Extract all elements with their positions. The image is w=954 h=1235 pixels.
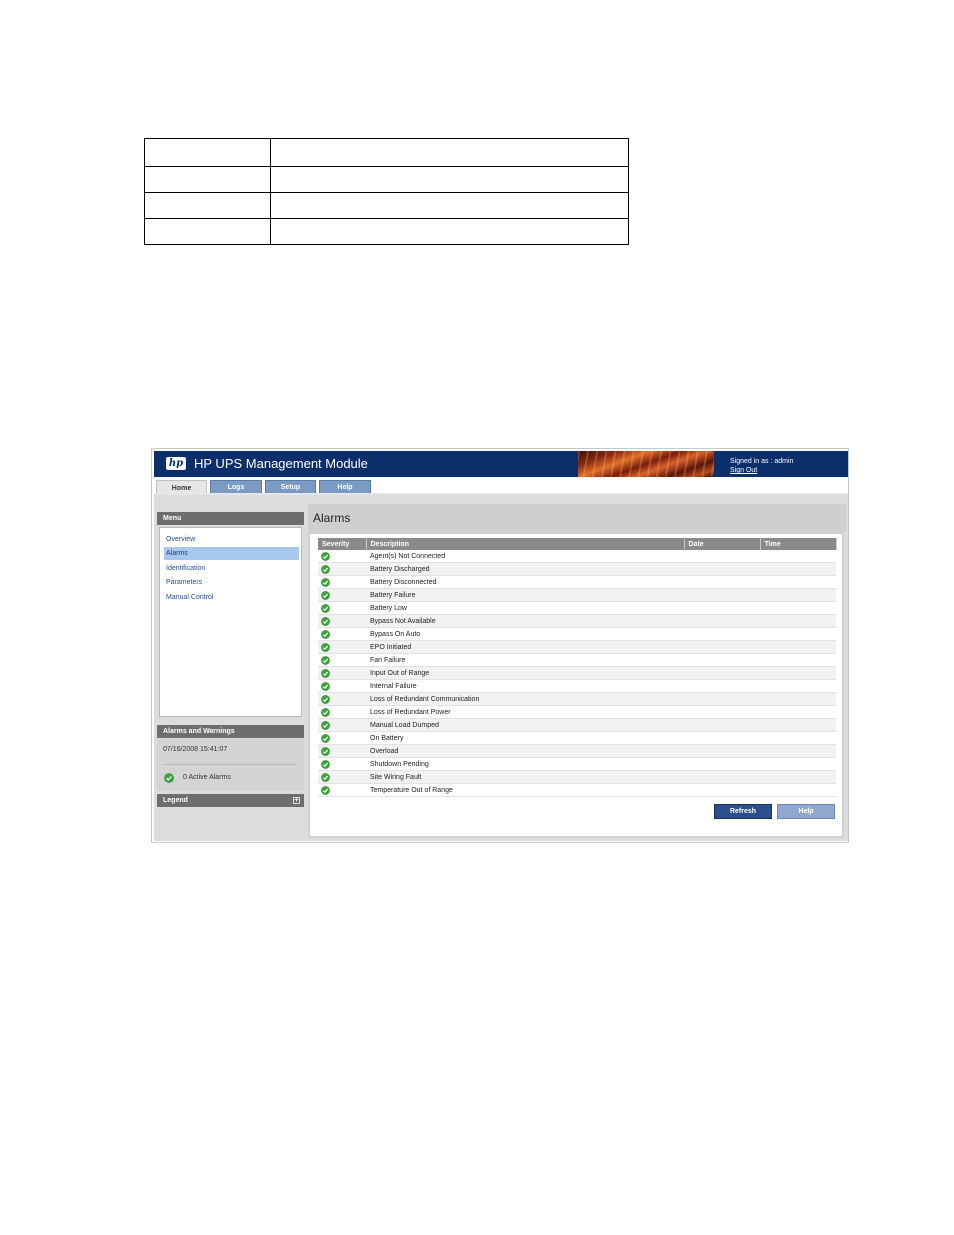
date-cell <box>684 758 760 771</box>
table-cell <box>271 139 629 167</box>
date-cell <box>684 680 760 693</box>
hp-logo <box>166 457 186 470</box>
severity-cell <box>318 576 366 589</box>
column-header-severity[interactable]: Severity <box>318 538 366 550</box>
table-cell <box>271 219 629 245</box>
ok-check-icon <box>321 630 330 639</box>
severity-cell <box>318 784 366 797</box>
ok-check-icon <box>321 747 330 756</box>
severity-cell <box>318 693 366 706</box>
severity-cell <box>318 667 366 680</box>
description-cell: Input Out of Range <box>366 667 684 680</box>
time-cell <box>760 784 836 797</box>
time-cell <box>760 745 836 758</box>
time-cell <box>760 758 836 771</box>
date-cell <box>684 719 760 732</box>
time-cell <box>760 615 836 628</box>
ok-check-icon <box>164 773 174 783</box>
table-row <box>145 219 629 245</box>
date-cell <box>684 602 760 615</box>
alarms-warnings-header: Alarms and Warnings <box>157 725 304 738</box>
description-cell: Internal Failure <box>366 680 684 693</box>
description-cell: Battery Disconnected <box>366 576 684 589</box>
description-cell: Loss of Redundant Power <box>366 706 684 719</box>
refresh-button[interactable]: Refresh <box>714 804 772 819</box>
hp-logo-text: hp <box>168 457 184 469</box>
table-row <box>318 589 836 602</box>
table-row <box>318 550 836 563</box>
app-title: HP UPS Management Module <box>194 456 368 471</box>
ok-check-icon <box>321 773 330 782</box>
date-cell <box>684 784 760 797</box>
date-cell <box>684 628 760 641</box>
date-cell <box>684 771 760 784</box>
severity-cell <box>318 732 366 745</box>
table-header-row <box>318 538 836 550</box>
date-cell <box>684 589 760 602</box>
time-cell <box>760 771 836 784</box>
menu-item-manual-control[interactable]: Manual Control <box>166 594 214 601</box>
column-header-description[interactable]: Description <box>366 538 684 550</box>
date-cell <box>684 693 760 706</box>
ok-check-icon <box>321 591 330 600</box>
date-cell <box>684 563 760 576</box>
time-cell <box>760 654 836 667</box>
severity-cell <box>318 641 366 654</box>
severity-cell <box>318 680 366 693</box>
severity-cell <box>318 563 366 576</box>
table-cell <box>145 219 271 245</box>
description-cell: Battery Failure <box>366 589 684 602</box>
description-cell: Temperature Out of Range <box>366 784 684 797</box>
date-cell <box>684 706 760 719</box>
date-cell <box>684 641 760 654</box>
ok-check-icon <box>321 786 330 795</box>
ok-check-icon <box>321 760 330 769</box>
ok-check-icon <box>321 565 330 574</box>
description-cell: Bypass Not Available <box>366 615 684 628</box>
time-cell <box>760 706 836 719</box>
table-row <box>318 680 836 693</box>
empty-document-table <box>144 138 629 245</box>
table-cell <box>271 193 629 219</box>
date-cell <box>684 654 760 667</box>
column-header-time[interactable]: Time <box>760 538 836 550</box>
time-cell <box>760 641 836 654</box>
time-cell <box>760 732 836 745</box>
menu-item-identification[interactable]: Identification <box>166 565 206 572</box>
table-row <box>318 563 836 576</box>
time-cell <box>760 680 836 693</box>
alarms-table <box>318 538 837 797</box>
ok-check-icon <box>321 708 330 717</box>
ok-check-icon <box>321 617 330 626</box>
description-cell: Manual Load Dumped <box>366 719 684 732</box>
column-header-date[interactable]: Date <box>684 538 760 550</box>
legend-header[interactable] <box>157 794 304 807</box>
main-title-bar <box>308 504 846 532</box>
table-row <box>318 628 836 641</box>
severity-cell <box>318 654 366 667</box>
severity-cell <box>318 550 366 563</box>
severity-cell <box>318 589 366 602</box>
table-row <box>318 693 836 706</box>
date-cell <box>684 550 760 563</box>
time-cell <box>760 628 836 641</box>
severity-cell <box>318 628 366 641</box>
table-row <box>318 667 836 680</box>
table-row <box>318 745 836 758</box>
table-row <box>318 706 836 719</box>
time-cell <box>760 667 836 680</box>
description-cell: Battery Low <box>366 602 684 615</box>
severity-cell <box>318 615 366 628</box>
table-row <box>318 771 836 784</box>
ok-check-icon <box>321 669 330 678</box>
table-row <box>318 602 836 615</box>
user-info <box>730 457 793 475</box>
table-cell <box>271 167 629 193</box>
severity-cell <box>318 706 366 719</box>
time-cell <box>760 693 836 706</box>
time-cell <box>760 589 836 602</box>
description-cell: EPO Initiated <box>366 641 684 654</box>
date-cell <box>684 732 760 745</box>
table-row <box>145 139 629 167</box>
active-alarms-count: 0 Active Alarms <box>183 774 231 781</box>
severity-cell <box>318 771 366 784</box>
table-cell <box>145 193 271 219</box>
table-row <box>145 167 629 193</box>
page-title: Alarms <box>313 511 351 525</box>
alarms-timestamp: 07/16/2008 15:41:07 <box>163 746 228 753</box>
description-cell: Battery Discharged <box>366 563 684 576</box>
menu-list <box>159 527 302 717</box>
date-cell <box>684 667 760 680</box>
time-cell <box>760 602 836 615</box>
table-row <box>318 576 836 589</box>
menu-item-overview[interactable]: Overview <box>166 536 196 543</box>
help-button[interactable]: Help <box>777 804 835 819</box>
table-cell <box>145 167 271 193</box>
time-cell <box>760 719 836 732</box>
severity-cell <box>318 602 366 615</box>
date-cell <box>684 615 760 628</box>
ups-management-screenshot <box>151 448 849 843</box>
tab-home[interactable]: Home <box>156 480 207 496</box>
alarms-warnings-panel <box>157 739 304 791</box>
ok-check-icon <box>321 682 330 691</box>
menu-item-parameters[interactable]: Parameters <box>166 579 203 586</box>
ok-check-icon <box>321 604 330 613</box>
table-row <box>318 758 836 771</box>
date-cell <box>684 576 760 589</box>
ok-check-icon <box>321 656 330 665</box>
description-cell: Loss of Redundant Communication <box>366 693 684 706</box>
description-cell: Overload <box>366 745 684 758</box>
signed-in-label: Signed in as : admin <box>730 458 794 465</box>
table-row <box>318 732 836 745</box>
severity-cell <box>318 758 366 771</box>
table-row <box>318 784 836 797</box>
time-cell <box>760 563 836 576</box>
tab-help[interactable]: Help <box>319 480 371 493</box>
table-row <box>318 641 836 654</box>
date-cell <box>684 745 760 758</box>
ok-check-icon <box>321 643 330 652</box>
ok-check-icon <box>321 695 330 704</box>
sign-out-link[interactable]: Sign Out <box>730 467 758 474</box>
tab-logs[interactable]: Logs <box>210 480 262 493</box>
ok-check-icon <box>321 734 330 743</box>
description-cell: On Battery <box>366 732 684 745</box>
ok-check-icon <box>321 552 330 561</box>
table-row <box>145 193 629 219</box>
header-banner-image <box>578 451 714 477</box>
menu-header: Menu <box>157 512 304 525</box>
description-cell: Agent(s) Not Connected <box>366 550 684 563</box>
expand-icon[interactable]: + <box>294 797 299 804</box>
severity-cell <box>318 745 366 758</box>
ok-check-icon <box>321 578 330 587</box>
description-cell: Shutdown Pending <box>366 758 684 771</box>
app-header <box>154 451 848 477</box>
time-cell <box>760 550 836 563</box>
table-cell <box>145 139 271 167</box>
ok-check-icon <box>321 721 330 730</box>
time-cell <box>760 576 836 589</box>
alarms-table-body <box>318 550 836 797</box>
table-row <box>318 719 836 732</box>
table-row <box>318 615 836 628</box>
description-cell: Fan Failure <box>366 654 684 667</box>
table-row <box>318 654 836 667</box>
tab-setup[interactable]: Setup <box>265 480 316 493</box>
menu-item-alarms[interactable]: Alarms <box>164 547 299 560</box>
description-cell: Bypass On Auto <box>366 628 684 641</box>
legend-label: Legend <box>163 797 188 804</box>
severity-cell <box>318 719 366 732</box>
divider <box>163 764 297 765</box>
description-cell: Site Wiring Fault <box>366 771 684 784</box>
